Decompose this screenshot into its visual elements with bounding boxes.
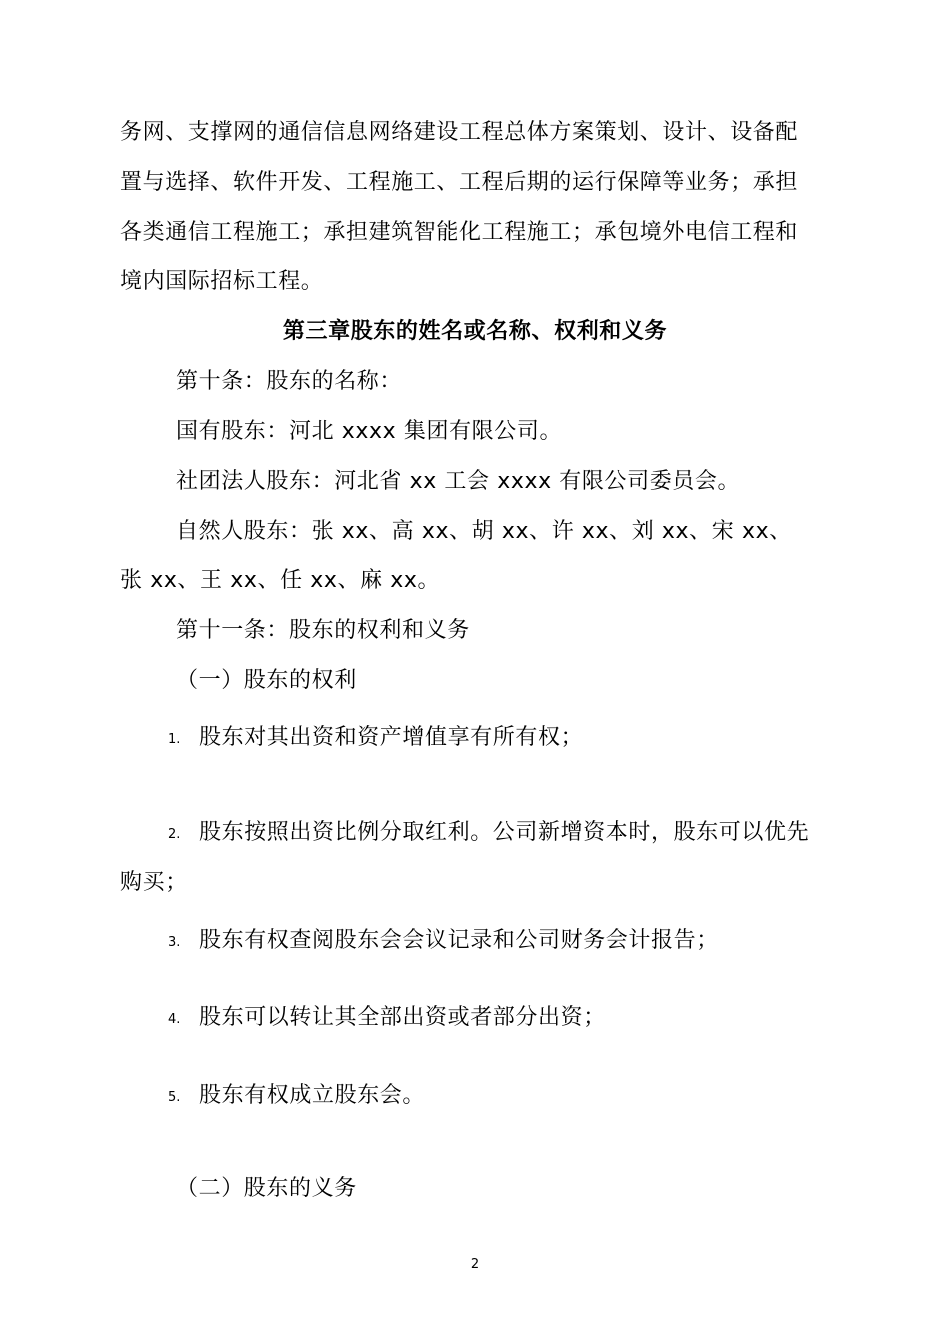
intro-line-3: 各类通信工程施工；承担建筑智能化工程施工；承包境外电信工程和: [120, 220, 799, 245]
natural-shareholders-line-2: 张 xx、王 xx、任 xx、麻 xx。: [120, 568, 441, 593]
right-3-text: 股东有权查阅股东会会议记录和公司财务会计报告；: [199, 928, 719, 953]
right-4-number: 4.: [168, 1012, 181, 1027]
right-2-text-line-2: 购买；: [120, 870, 188, 895]
page-number: 2: [470, 1257, 480, 1272]
right-5-text: 股东有权成立股东会。: [199, 1083, 426, 1108]
rights-heading: （一）股东的权利: [176, 668, 357, 693]
intro-line-1: 务网、支撑网的通信信息网络建设工程总体方案策划、设计、设备配: [120, 120, 799, 145]
article-10-title: 第十条：股东的名称：: [176, 369, 403, 394]
right-5-number: 5.: [168, 1090, 181, 1105]
right-4-text: 股东可以转让其全部出资或者部分出资；: [199, 1005, 606, 1030]
right-2-number: 2.: [168, 827, 181, 842]
natural-shareholders-line-1: 自然人股东：张 xx、高 xx、胡 xx、许 xx、刘 xx、宋 xx、: [176, 519, 792, 544]
right-1-text: 股东对其出资和资产增值享有所有权；: [199, 725, 584, 750]
right-3-number: 3.: [168, 935, 181, 950]
intro-line-2: 置与选择、软件开发、工程施工、工程后期的运行保障等业务；承担: [120, 170, 799, 195]
article-11-title: 第十一条：股东的权利和义务: [176, 618, 470, 643]
right-1-number: 1.: [168, 732, 181, 747]
right-2-text-line-1: 股东按照出资比例分取红利。公司新增资本时，股东可以优先: [199, 820, 810, 845]
intro-line-4: 境内国际招标工程。: [120, 269, 324, 294]
corporate-shareholder: 社团法人股东：河北省 xx 工会 xxxx 有限公司委员会。: [176, 469, 741, 494]
duties-heading: （二）股东的义务: [176, 1176, 357, 1201]
chapter-title: 第三章股东的姓名或名称、权利和义务: [282, 319, 668, 344]
state-shareholder: 国有股东：河北 xxxx 集团有限公司。: [176, 419, 563, 444]
